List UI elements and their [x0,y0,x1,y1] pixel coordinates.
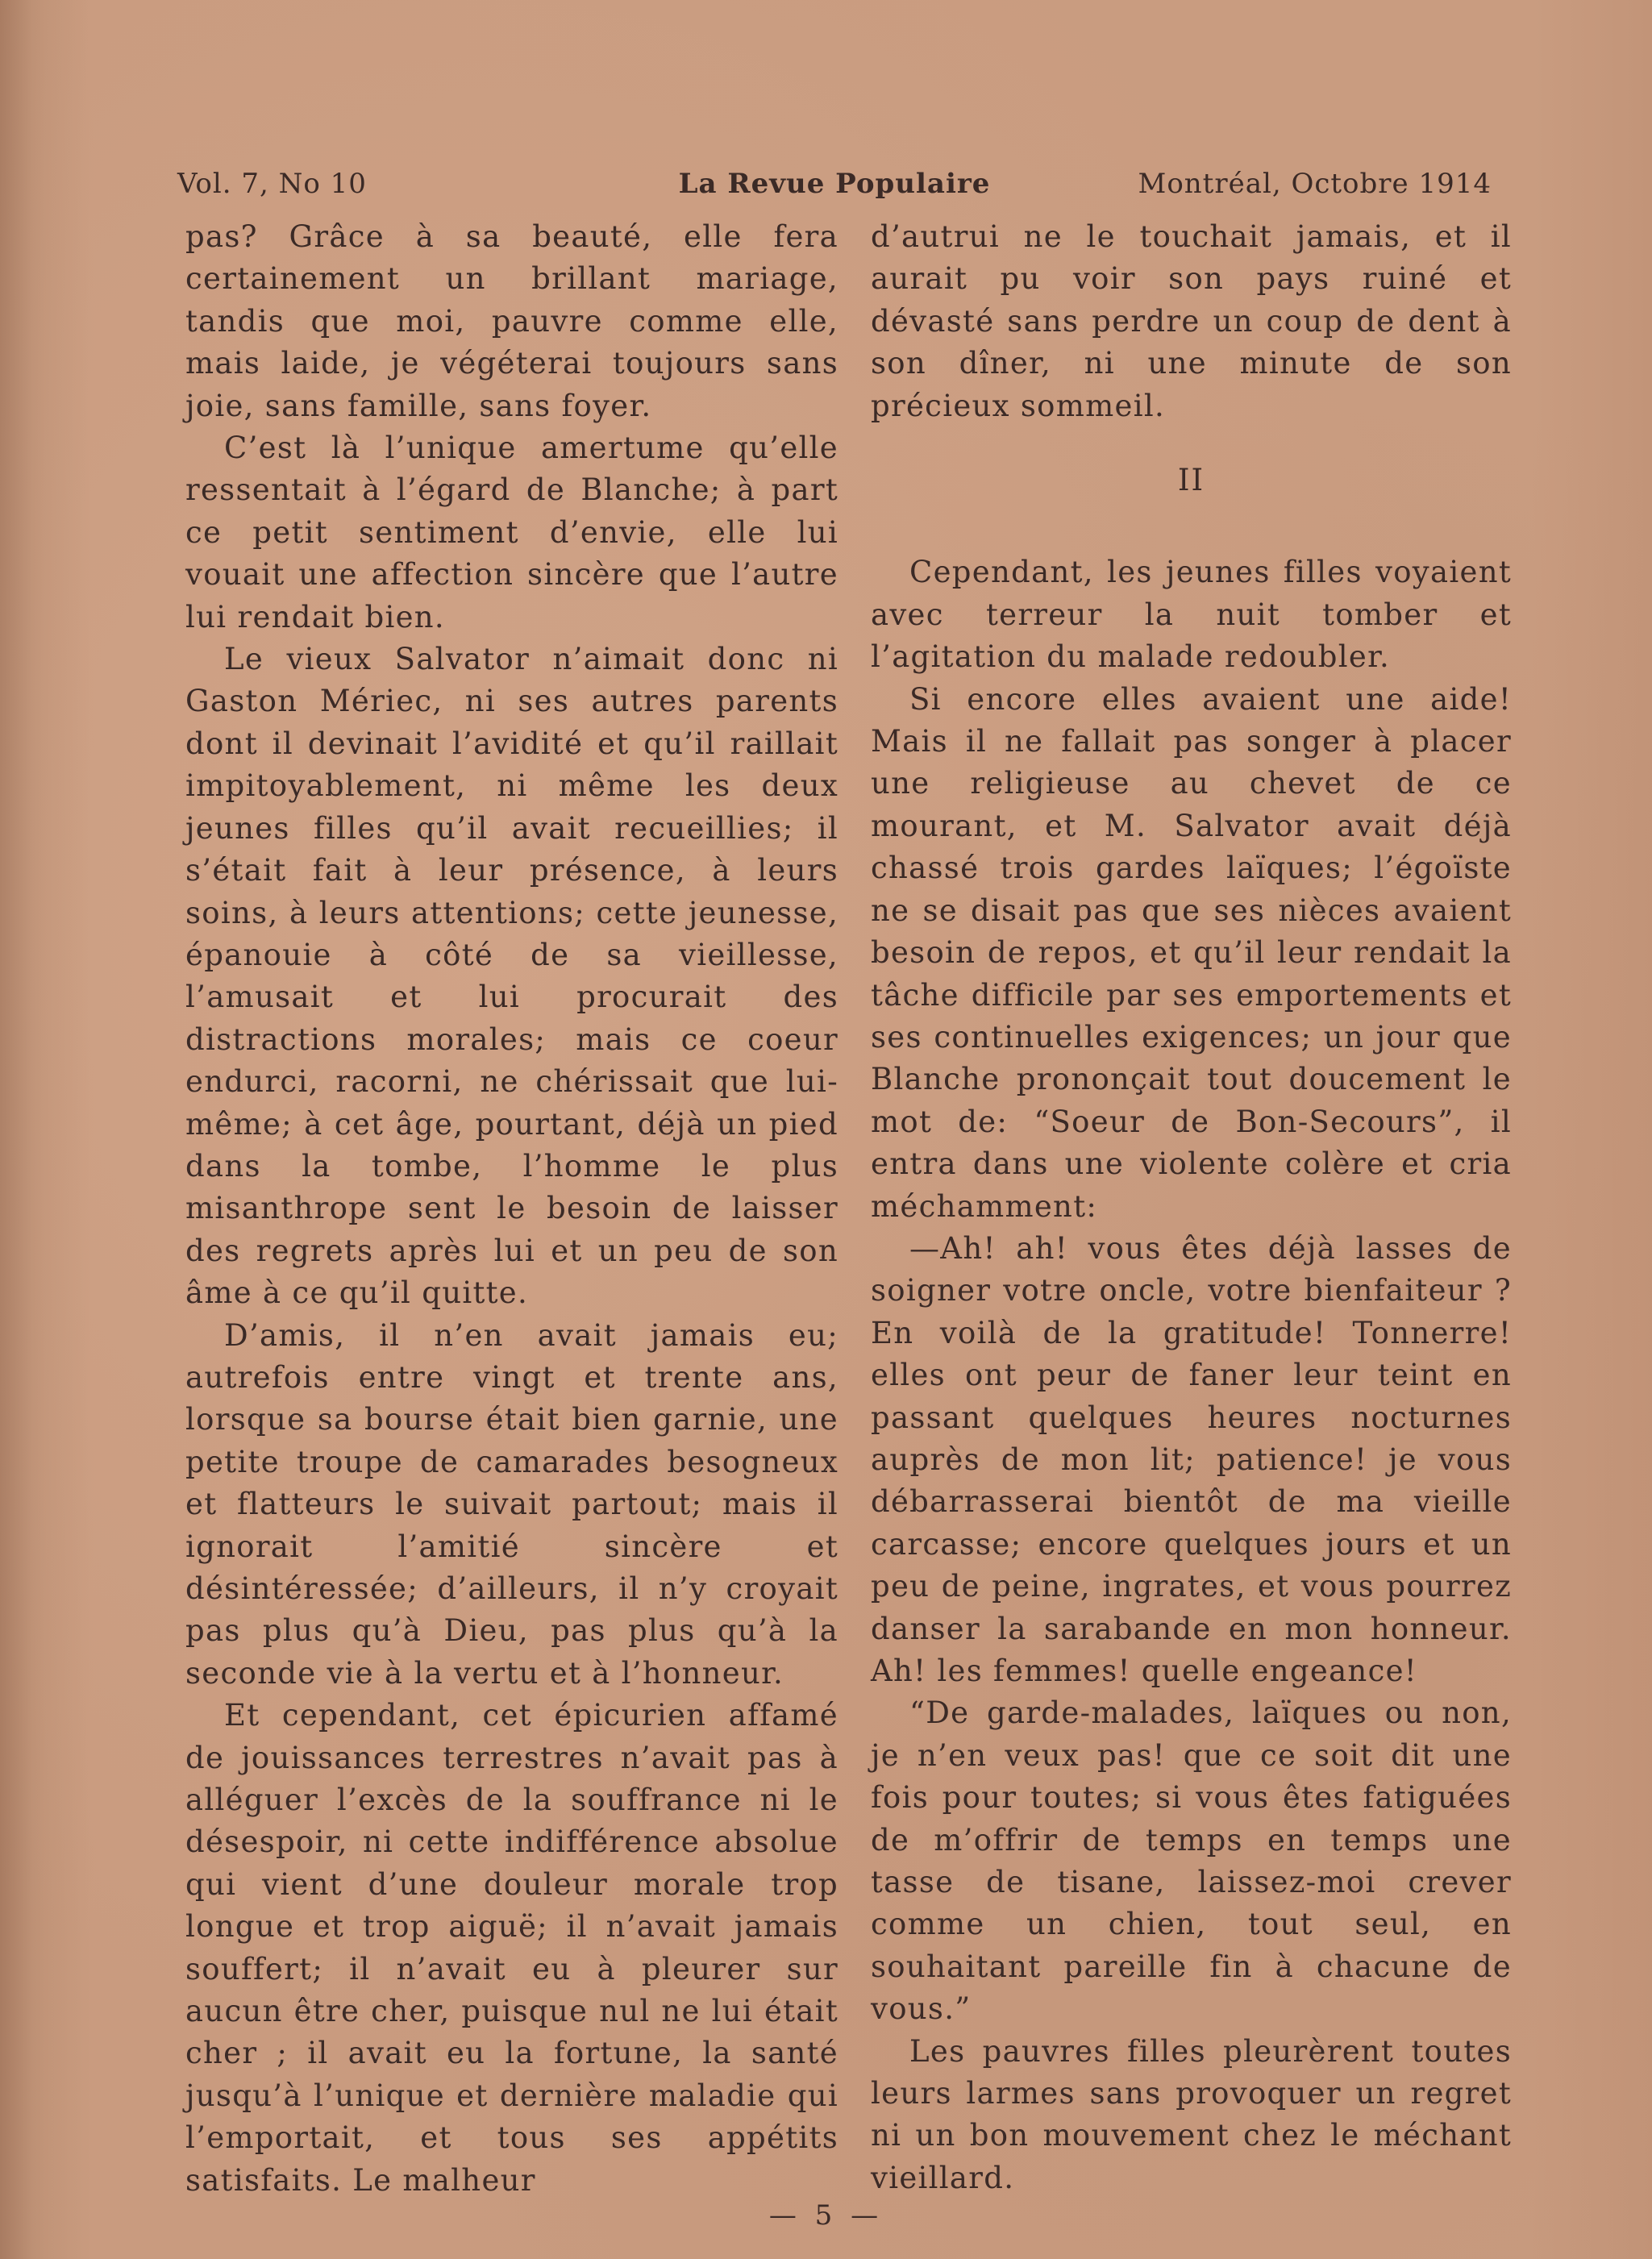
page-number: — 5 — [768,2199,884,2232]
paragraph: d’autrui ne le touchait jamais, et il aurait pu voir son pays ruiné et dévasté sans perdre un coup de dent à son dîner, ni une minute de son précieux sommeil. [871,219,1512,423]
paragraph: Et cependant, cet épicurien affamé de jouissances terrestres n’avait pas à alléguer l’excès de la souffrance ni le désespoir, ni cette indifférence absolue qui vient d’une douleur morale trop longue et trop aiguë; il n’avait jamais souffert; il n’avait eu à pleurer sur aucun être cher, puisque nul ne lui était cher ; il avait eu la fortune, la santé jusqu’à l’unique et dernière maladie qui l’emportait, et tous ses appétits satisfaits. Le malheur [185,1698,838,2198]
paragraph: Le vieux Salvator n’aimait donc ni Gaston Mériec, ni ses autres parents dont il devinait l’avidité et qu’il raillait impitoyablement, ni même les deux jeunes filles qu’il avait recueillies; il s’était fait à leur présence, à leurs soins, à leurs attentions; cette jeunesse, épanouie à côté de sa vieillesse, l’amusait et lui procurait des distractions morales; mais ce coeur endurci, racorni, ne chérissait que lui-même; à cet âge, pourtant, déjà un pied dans la tombe, l’homme le plus misanthrope sent le besoin de laisser des regrets après lui et un peu de son âme à ce qu’il quitte. [185,642,838,1311]
header-volume: Vol. 7, No 10 [177,168,367,200]
paragraph: —Ah! ah! vous êtes déjà lasses de soigner votre oncle, votre bienfaiteur ? En voilà de la gratitude! Tonnerre! elles ont peur de faner leur teint en passant quelques heures nocturnes auprès de mon lit; patience! je vous débarrasserai bientôt de ma vieille carcasse; encore quelques jours et un peu de peine, ingrates, et vous pourrez danser la sarabande en mon honneur. Ah! les femmes! quelle engeance! [871,1230,1512,1688]
left-column [185,216,838,2202]
paragraph: D’amis, il n’en avait jamais eu; autrefois entre vingt et trente ans, lorsque sa bourse était bien garnie, une petite troupe de camarades besogneux et flatteurs le suivait partout; mais il ignorait l’amitié sincère et désintéressée; d’ailleurs, il n’y croyait pas plus qu’à Dieu, pas plus qu’à la seconde vie à la vertu et à l’honneur. [185,1317,838,1691]
paragraph: “De garde-malades, laïques ou non, je n’en veux pas! que ce soit dit une fois pour toutes; si vous êtes fatiguées de m’offrir de temps en temps une tasse de tisane, laissez-moi crever comme un chien, tout seul, en souhaitant pareille fin à chacune de vous.” [871,1695,1512,2027]
paragraph: Si encore elles avaient une aide! Mais il ne fallait pas songer à placer une religieuse au chevet de ce mourant, et M. Salvator avait déjà chassé trois gardes laïques; l’égoïste ne se disait pas que ses nièces avaient besoin de repos, et qu’il leur rendait la tâche difficile par ses emportements et ses continuelles exigences; un jour que Blanche prononçait tout doucement le mot de: “Soeur de Bon-Secours”, il entra dans une violente colère et cria méchamment: [871,681,1512,1224]
running-header [177,161,1492,210]
paragraph: Cependant, les jeunes filles voyaient avec terreur la nuit tomber et l’agitation du malade redoubler. [871,555,1512,675]
paragraph: pas? Grâce à sa beauté, elle fera certainement un brillant mariage, tandis que moi, pauvre comme elle, mais laide, je végéterai toujours sans joie, sans famille, sans foyer. [185,219,838,423]
section-heading: II [1177,463,1205,498]
paragraph: C’est là l’unique amertume qu’elle ressentait à l’égard de Blanche; à part ce petit sentiment d’envie, elle lui vouait une affection sincère que l’autre lui rendait bien. [185,431,838,634]
header-place-date: Montréal, Octobre 1914 [1138,168,1492,200]
header-journal-title: La Revue Populaire [678,168,991,200]
right-column [871,216,1512,2199]
page-binding-shadow [0,0,90,2259]
paragraph: Les pauvres filles pleurèrent toutes leurs larmes sans provoquer un regret ni un bon mouvement chez le méchant vieillard. [871,2033,1512,2195]
